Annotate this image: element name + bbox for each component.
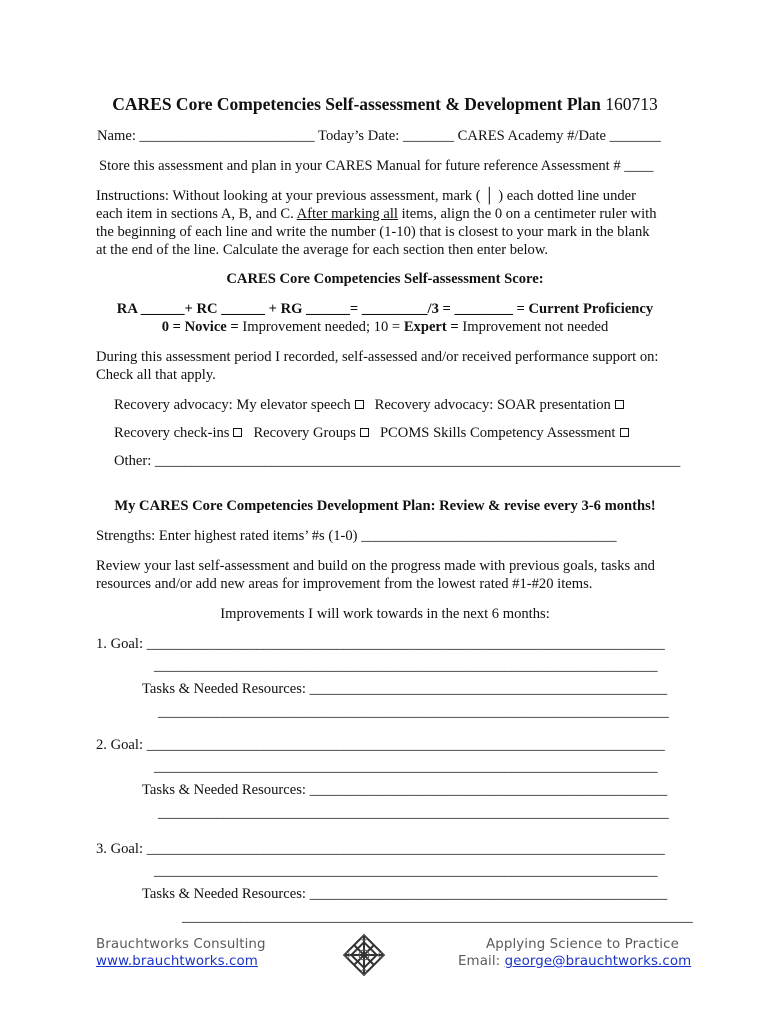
goal-1-continuation[interactable]: _____________________________________________________________________ — [154, 658, 658, 674]
strengths-field[interactable]: Strengths: Enter highest rated items’ #s (1-0) ___________________________________ — [96, 528, 617, 544]
elevator-speech-checkbox[interactable] — [355, 400, 364, 409]
instructions-line-2 — [96, 205, 657, 223]
check-ins-label: Recovery check-ins — [114, 425, 230, 441]
scale-label: 0 = Novice = — [161, 319, 243, 335]
period-line-2: Check all that apply. — [96, 367, 216, 383]
elevator-speech-label: Recovery advocacy: My elevator speech — [114, 397, 351, 413]
soar-presentation-checkbox[interactable] — [615, 400, 624, 409]
page-title — [0, 93, 770, 115]
goal-1-tasks-continuation[interactable]: ______________________________________________________________________ — [158, 704, 669, 720]
goal-3-tasks-continuation[interactable]: ______________________________________________________________________ — [182, 909, 693, 925]
goal-3-tasks-field[interactable]: Tasks & Needed Resources: _________________________________________________ — [142, 886, 668, 902]
instructions-emphasis: After marking all — [296, 206, 398, 222]
instructions-line-3: the beginning of each line and write the number (1-10) that is closest to your mark in the blank — [96, 224, 650, 240]
footer-tagline: Applying Science to Practice — [486, 937, 679, 952]
score-formula[interactable]: RA ______+ RC ______ + RG ______= _________/3 = ________ = Current Proficiency — [116, 301, 654, 317]
footer-email-link[interactable]: george@brauchtworks.com — [504, 954, 692, 969]
instructions-text: items, align the 0 on a centimeter ruler with — [397, 206, 657, 222]
footer-email-label: Email: — [458, 954, 505, 969]
period-line-1: During this assessment period I recorded, self-assessed and/or received performance support on: — [96, 349, 659, 365]
scale-text: Improvement not needed — [462, 319, 609, 335]
store-line[interactable]: Store this assessment and plan in your CARES Manual for future reference Assessment # ____ — [99, 158, 654, 174]
knot-logo-icon — [341, 932, 387, 978]
scale-text: Improvement needed; 10 = — [242, 319, 404, 335]
plan-heading: My CARES Core Competencies Development Plan: Review & revise every 3-6 months! — [114, 498, 656, 514]
groups-label: Recovery Groups — [253, 425, 356, 441]
checkbox-row-2 — [114, 424, 629, 442]
other-field[interactable]: Other: ________________________________________________________________________ — [114, 453, 681, 469]
improvements-heading: Improvements I will work towards in the next 6 months: — [220, 606, 550, 622]
name-date-line[interactable]: Name: ________________________ Today’s Date: _______ CARES Academy #/Date _______ — [97, 128, 661, 144]
goal-2-tasks-field[interactable]: Tasks & Needed Resources: _________________________________________________ — [142, 782, 668, 798]
instructions-line-4: at the end of the line. Calculate the average for each section then enter below. — [96, 242, 549, 258]
goal-2-field[interactable]: 2. Goal: _______________________________________________________________________ — [96, 737, 665, 753]
checkbox-row-1 — [114, 396, 624, 414]
groups-checkbox[interactable] — [360, 428, 369, 437]
instructions-line-1: Instructions: Without looking at your previous assessment, mark ( │ ) each dotted line under — [96, 188, 637, 204]
pcoms-label: PCOMS Skills Competency Assessment — [379, 425, 616, 441]
footer-company: Brauchtworks Consulting — [96, 937, 266, 952]
review-line-1: Review your last self-assessment and build on the progress made with previous goals, tasks and — [96, 558, 655, 574]
pcoms-checkbox[interactable] — [620, 428, 629, 437]
proficiency-scale — [0, 318, 770, 336]
footer-website-container — [96, 953, 258, 970]
scale-label: Expert = — [403, 319, 463, 335]
check-ins-checkbox[interactable] — [233, 428, 242, 437]
goal-1-tasks-field[interactable]: Tasks & Needed Resources: _________________________________________________ — [142, 681, 668, 697]
soar-presentation-label: Recovery advocacy: SOAR presentation — [374, 397, 611, 413]
review-line-2: resources and/or add new areas for improvement from the lowest rated #1-#20 items. — [96, 576, 593, 592]
goal-2-continuation[interactable]: _____________________________________________________________________ — [154, 759, 658, 775]
footer-website-link[interactable]: www.brauchtworks.com — [96, 954, 258, 969]
goal-3-continuation[interactable]: _____________________________________________________________________ — [154, 863, 658, 879]
score-heading: CARES Core Competencies Self-assessment Score: — [226, 271, 544, 287]
footer-email-line — [458, 953, 691, 970]
goal-2-tasks-continuation[interactable]: ______________________________________________________________________ — [158, 805, 669, 821]
form-code: 160713 — [605, 94, 658, 114]
goal-1-field[interactable]: 1. Goal: _______________________________________________________________________ — [96, 636, 665, 652]
goal-3-field[interactable]: 3. Goal: _______________________________________________________________________ — [96, 841, 665, 857]
instructions-text: each item in sections A, B, and C. — [96, 206, 297, 222]
title-text: CARES Core Competencies Self-assessment & Development Plan — [112, 94, 601, 114]
